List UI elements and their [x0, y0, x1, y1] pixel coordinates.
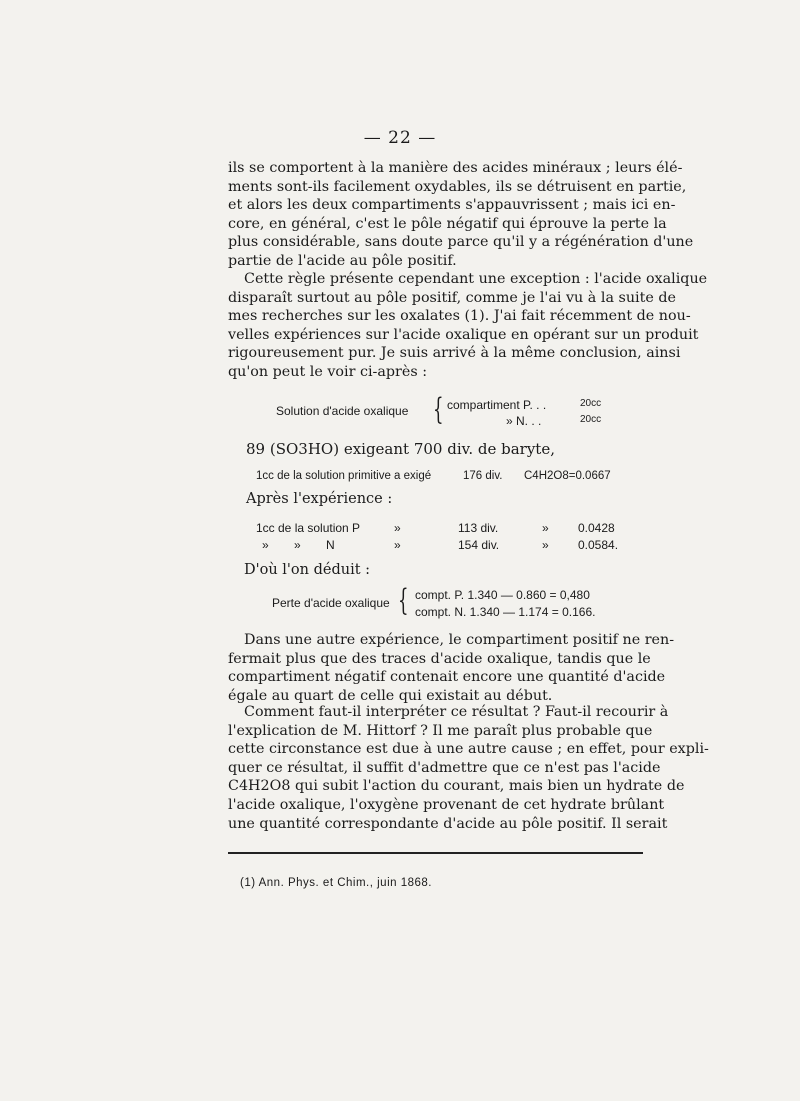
- solution-row-n: » N. . .: [506, 414, 542, 428]
- apres-row-p-label: 1cc de la solution P: [256, 521, 361, 535]
- apres-row-n-label: » » N: [262, 538, 335, 552]
- text-line: Comment faut-il interpréter ce résultat ? Faut-il recourir à: [244, 704, 669, 720]
- footnote: (1) Ann. Phys. et Chim., juin 1868.: [240, 877, 433, 889]
- primitive-formula: C4H2O8=0.0667: [524, 470, 611, 482]
- apres-row-p-sep: »: [394, 521, 401, 535]
- paragraph-1: [228, 159, 694, 271]
- text-line: et alors les deux compartiments s'appauvrissent ; mais ici en-: [228, 197, 676, 214]
- page-number: — 22 —: [363, 128, 437, 148]
- perte-row-n: compt. N. 1.340 — 1.174 = 0.166.: [415, 605, 596, 619]
- apres-row-p-sep2: »: [542, 521, 549, 535]
- text-line: mes recherches sur les oxalates (1). J'ai fait récemment de nou-: [228, 308, 691, 325]
- perte-label: Perte d'acide oxalique: [272, 596, 390, 610]
- text-line: cette circonstance est due à une autre cause ; en effet, pour expli-: [228, 741, 709, 758]
- solution-row-n-value: 20cc: [580, 414, 602, 425]
- text-line: rigoureusement pur. Je suis arrivé à la même conclusion, ainsi: [228, 345, 681, 362]
- primitive-div: 176 div.: [463, 470, 503, 482]
- apres-row-n-sep: »: [394, 538, 401, 552]
- text-line: C4H2O8 qui subit l'action du courant, mais bien un hydrate de: [228, 778, 685, 795]
- text-line: Dans une autre expérience, le compartiment positif ne ren-: [244, 632, 675, 648]
- text-line: ments sont-ils facilement oxydables, ils se détruisent en partie,: [228, 178, 687, 195]
- solution-row-p-value: 20cc: [580, 398, 602, 409]
- text-line: plus considérable, sans doute parce qu'il y a régénération d'une: [228, 234, 694, 251]
- dou-heading: D'où l'on déduit :: [244, 562, 371, 578]
- text-line: partie de l'acide au pôle positif.: [228, 252, 457, 269]
- baryte-line: 89 (SO3HO) exigeant 700 div. de baryte,: [246, 440, 555, 458]
- text-line: quer ce résultat, il suffit d'admettre que ce n'est pas l'acide: [228, 759, 661, 776]
- text-line: l'acide oxalique, l'oxygène provenant de cet hydrate brûlant: [228, 796, 665, 813]
- text-line: ils se comportent à la manière des acides minéraux ; leurs élé-: [228, 160, 683, 176]
- perte-row-p: compt. P. 1.340 — 0.860 = 0,480: [415, 588, 590, 602]
- text-line: qu'on peut le voir ci-après :: [228, 363, 428, 380]
- paragraph-2: [228, 270, 708, 382]
- paragraph-4: [228, 703, 709, 833]
- text-line: une quantité correspondante d'acide au pôle positif. Il serait: [228, 815, 668, 832]
- brace-icon: {: [398, 583, 409, 618]
- apres-row-n-value: 0.0584.: [578, 538, 619, 552]
- footnote-rule: [228, 852, 643, 854]
- text-line: disparaît surtout au pôle positif, comme je l'ai vu à la suite de: [228, 289, 676, 306]
- brace-icon: {: [433, 392, 444, 427]
- apres-row-p-div: 113 div.: [458, 521, 499, 535]
- text-line: Cette règle présente cependant une exception : l'acide oxalique: [244, 271, 708, 287]
- text-line: core, en général, c'est le pôle négatif qui éprouve la perte la: [228, 215, 667, 232]
- primitive-label: 1cc de la solution primitive a exigé: [256, 470, 432, 482]
- text-line: velles expériences sur l'acide oxalique en opérant sur un produit: [228, 326, 699, 343]
- apres-row-p-value: 0.0428: [578, 521, 615, 535]
- apres-row-n-sep2: »: [542, 538, 549, 552]
- text-line: compartiment négatif contenait encore une quantité d'acide: [228, 669, 666, 686]
- text-line: fermait plus que des traces d'acide oxalique, tandis que le: [228, 650, 651, 667]
- apres-row-n-div: 154 div.: [458, 538, 500, 552]
- text-line: égale au quart de celle qui existait au début.: [228, 687, 553, 704]
- solution-label: Solution d'acide oxalique: [276, 404, 409, 418]
- solution-row-p: compartiment P. . .: [447, 398, 547, 412]
- paragraph-3: [228, 631, 675, 705]
- apres-heading: Après l'expérience :: [246, 491, 393, 507]
- text-line: l'explication de M. Hittorf ? Il me paraît plus probable que: [228, 722, 653, 739]
